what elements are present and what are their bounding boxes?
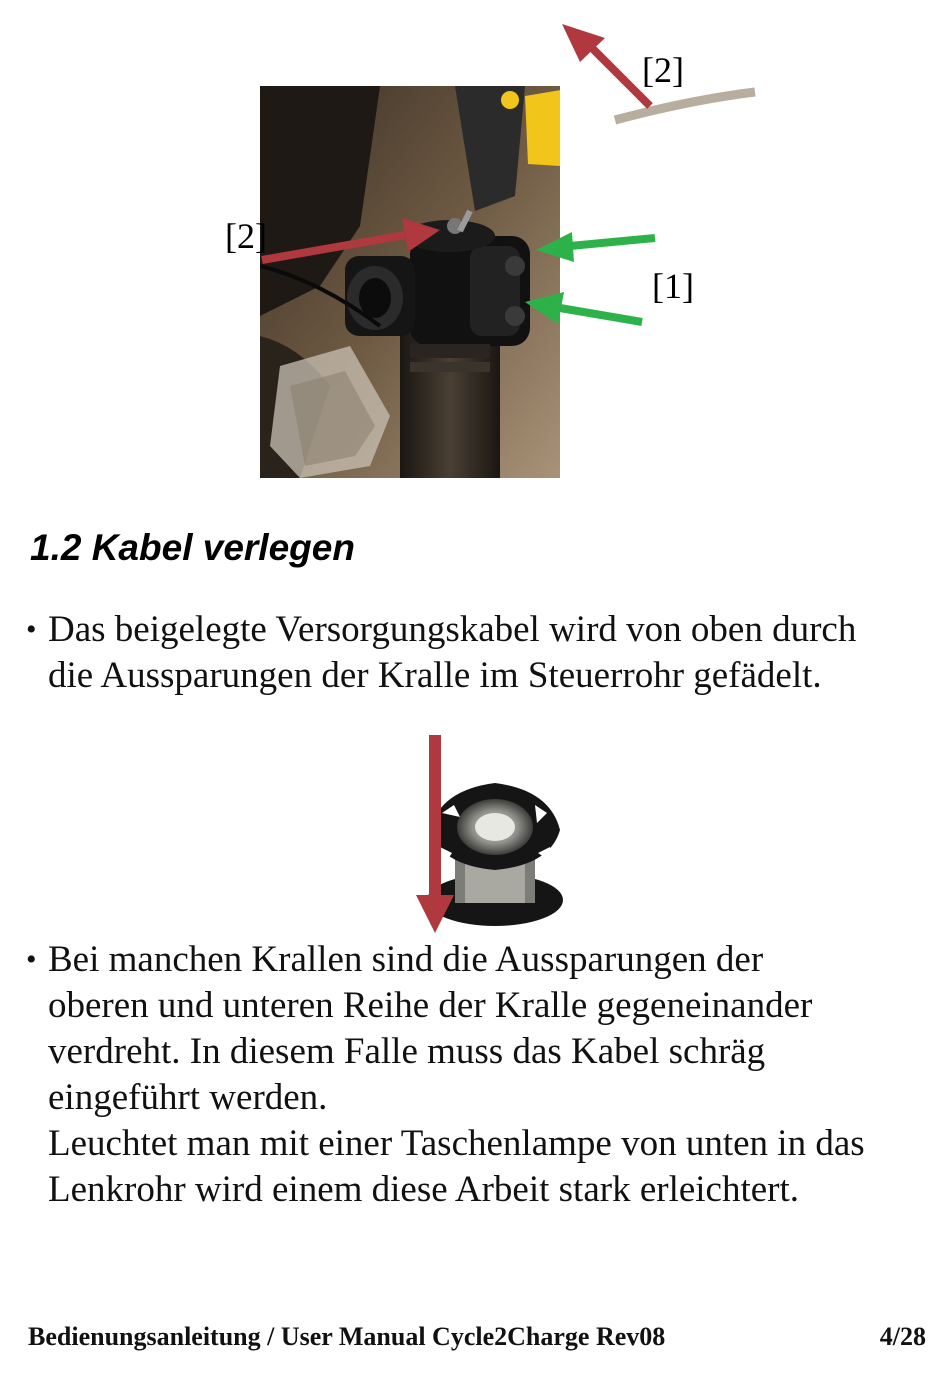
bullet-item-2 bbox=[26, 937, 936, 1213]
green-arrow-lower-icon bbox=[525, 292, 642, 324]
bullet-line: Das beigelegte Versorgungskabel wird von oben durch bbox=[48, 609, 857, 650]
section-heading: 1.2 Kabel verlegen bbox=[30, 527, 355, 568]
callout-left: [2] bbox=[225, 216, 267, 256]
bullet-line: oberen und unteren Reihe der Kralle gegeneinander bbox=[48, 985, 813, 1026]
red-arrow-top-icon bbox=[562, 24, 650, 106]
bullet-line: die Aussparungen der Kralle im Steuerrohr gefädelt. bbox=[48, 655, 822, 696]
star-nut-photo bbox=[410, 735, 570, 935]
bullet-line: Bei manchen Krallen sind die Aussparungen der bbox=[48, 939, 764, 980]
bullet-item-1 bbox=[26, 607, 936, 699]
star-nut-drawing bbox=[410, 735, 570, 935]
bullet-text-1 bbox=[48, 607, 856, 699]
page-number: 4/28 bbox=[879, 1322, 926, 1351]
bullet-line: eingeführt werden. bbox=[48, 1077, 328, 1118]
bullet-text-2 bbox=[48, 937, 865, 1213]
bullet-line: Leuchtet man mit einer Taschenlampe von unten in das bbox=[48, 1123, 865, 1164]
bullet-icon: • bbox=[26, 943, 37, 976]
bullet-icon: • bbox=[26, 613, 37, 646]
bullet-line: Lenkrohr wird einem diese Arbeit stark erleichtert. bbox=[48, 1169, 800, 1210]
footer-title: Bedienungsanleitung / User Manual Cycle2Charge Rev08 bbox=[28, 1322, 666, 1351]
callout-right: [1] bbox=[652, 266, 694, 306]
figure1-overlay bbox=[0, 0, 950, 520]
bullet-line: verdreht. In diesem Falle muss das Kabel schräg bbox=[48, 1031, 766, 1072]
callout-top: [2] bbox=[642, 50, 684, 90]
green-arrow-upper-icon bbox=[536, 232, 655, 262]
red-arrow-left-icon bbox=[262, 218, 440, 260]
